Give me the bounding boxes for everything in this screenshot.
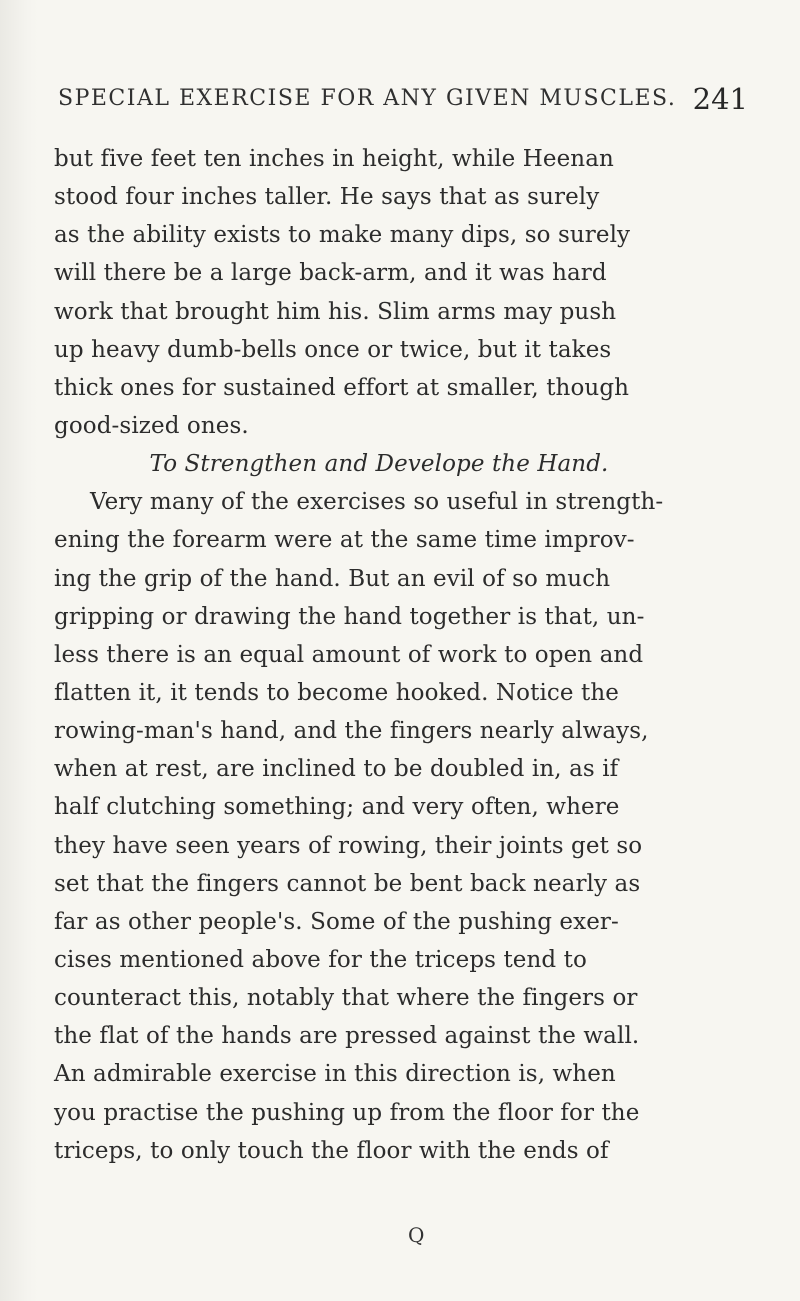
section-heading: To Strengthen and Develope the Hand. [149,451,609,478]
text-line: ening the forearm were at the same time improv- [54,527,635,554]
running-head: SPECIAL EXERCISE FOR ANY GIVEN MUSCLES. [58,86,677,111]
text-line: half clutching something; and very often, where [54,794,620,821]
signature-mark: Q [408,1223,425,1247]
page-edge-shadow [0,0,38,1301]
text-line: will there be a large back-arm, and it was hard [54,260,607,287]
text-line: you practise the pushing up from the floor for the [54,1099,640,1126]
text-line: they have seen years of rowing, their joints get so [54,832,643,859]
text-line: rowing-man's hand, and the fingers nearly always, [54,718,649,745]
text-line: less there is an equal amount of work to open and [54,641,644,668]
text-line: far as other people's. Some of the pushing exer- [54,908,619,935]
text-line: gripping or drawing the hand together is that, un- [54,603,645,630]
text-line: flatten it, it tends to become hooked. Notice the [54,679,619,706]
page-number: 241 [692,82,748,116]
text-line: Very many of the exercises so useful in strength- [90,489,664,516]
text-line: work that brought him his. Slim arms may push [54,298,617,325]
text-line: triceps, to only touch the floor with the ends of [54,1137,609,1164]
text-line: An admirable exercise in this direction is, when [54,1061,616,1088]
text-line: up heavy dumb-bells once or twice, but it takes [54,336,612,363]
text-line: cises mentioned above for the triceps tend to [54,946,587,973]
text-line: as the ability exists to make many dips, so surely [54,222,631,249]
body-text [54,140,764,1170]
text-line: thick ones for sustained effort at smaller, though [54,374,630,401]
text-line: set that the fingers cannot be bent back nearly as [54,870,641,897]
text-line: ing the grip of the hand. But an evil of so much [54,565,611,592]
text-line: stood four inches taller. He says that as surely [54,184,600,211]
text-line: the flat of the hands are pressed against the wall. [54,1023,640,1050]
text-line: good-sized ones. [54,412,249,439]
text-line: counteract this, notably that where the fingers or [54,985,638,1012]
text-line: but five feet ten inches in height, while Heenan [54,146,614,172]
page-header [58,82,748,126]
text-line: when at rest, are inclined to be doubled in, as if [54,756,619,783]
